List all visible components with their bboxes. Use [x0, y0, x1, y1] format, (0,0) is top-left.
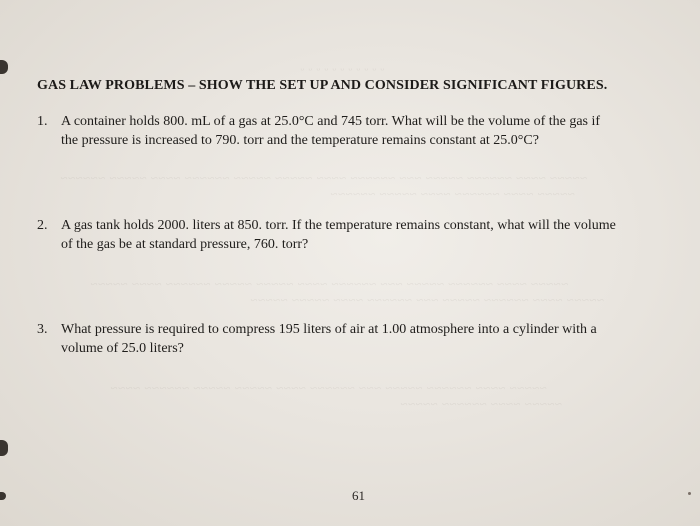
left-edge-shadow	[0, 440, 8, 456]
question-text: What pressure is required to compress 195 liters of air at 1.00 atmosphere into a cylinder with a volume of 25.0 liters?	[61, 322, 597, 356]
bleed-through-text: ~~~~~ ~~~~ ~~~~~~ ~~~~~ ~~~ ~~~~~~ ~~~~ ~~~~~ ~~~~~	[250, 292, 604, 307]
question-text: A container holds 800. mL of a gas at 25.0°C and 745 torr. What will be the volume of the gas if the pressure is increased to 790. torr and the temperature remains constant at 25.0°C?	[61, 114, 601, 148]
left-edge-shadow	[0, 60, 8, 74]
question-number: 2.	[37, 218, 48, 233]
paper-speck	[688, 492, 691, 495]
question-number: 1.	[37, 114, 48, 129]
bleed-through-text: ᵕ ᵕ ᵕ ᵕ ᵕ ᵕ ᵕ ᵕ ᵕ ᵕ ᵕ	[300, 62, 385, 77]
page-title: GAS LAW PROBLEMS – SHOW THE SET UP AND CONSIDER SIGNIFICANT FIGURES.	[37, 78, 608, 93]
page-number: 61	[352, 488, 365, 503]
question-number: 3.	[37, 322, 48, 337]
bleed-through-text: ~~~~~ ~~~~ ~~~~~~ ~~~~~ ~~~ ~~~~~~ ~~~~ ~~~~~ ~~~~~ ~~~~~~ ~~~~ ~~~~~ ~~~~~~	[60, 170, 588, 185]
bleed-through-text: ~~~~~ ~~~~ ~~~~~~ ~~~~ ~~~~~ ~~~~~~	[330, 186, 575, 201]
question-2	[37, 216, 667, 256]
question-1	[37, 112, 667, 152]
bleed-through-text: ~~~~~ ~~~~ ~~~~~~ ~~~~~ ~~~ ~~~~~~ ~~~~ ~~~~~ ~~~~~ ~~~~~~ ~~~~ ~~~~~	[90, 276, 569, 291]
left-edge-shadow	[0, 492, 6, 500]
question-text: A gas tank holds 2000. liters at 850. torr. If the temperature remains constant, what will the volume of the gas be at standard pressure, 760. torr?	[61, 218, 616, 252]
bleed-through-text: ~~~~~ ~~~~ ~~~~~~ ~~~~~ ~~~ ~~~~~~ ~~~~ ~~~~~ ~~~~~ ~~~~~~ ~~~~	[110, 380, 547, 395]
question-3	[37, 320, 667, 360]
bleed-through-text: ~~~~~ ~~~~ ~~~~~~ ~~~~~	[400, 396, 562, 411]
